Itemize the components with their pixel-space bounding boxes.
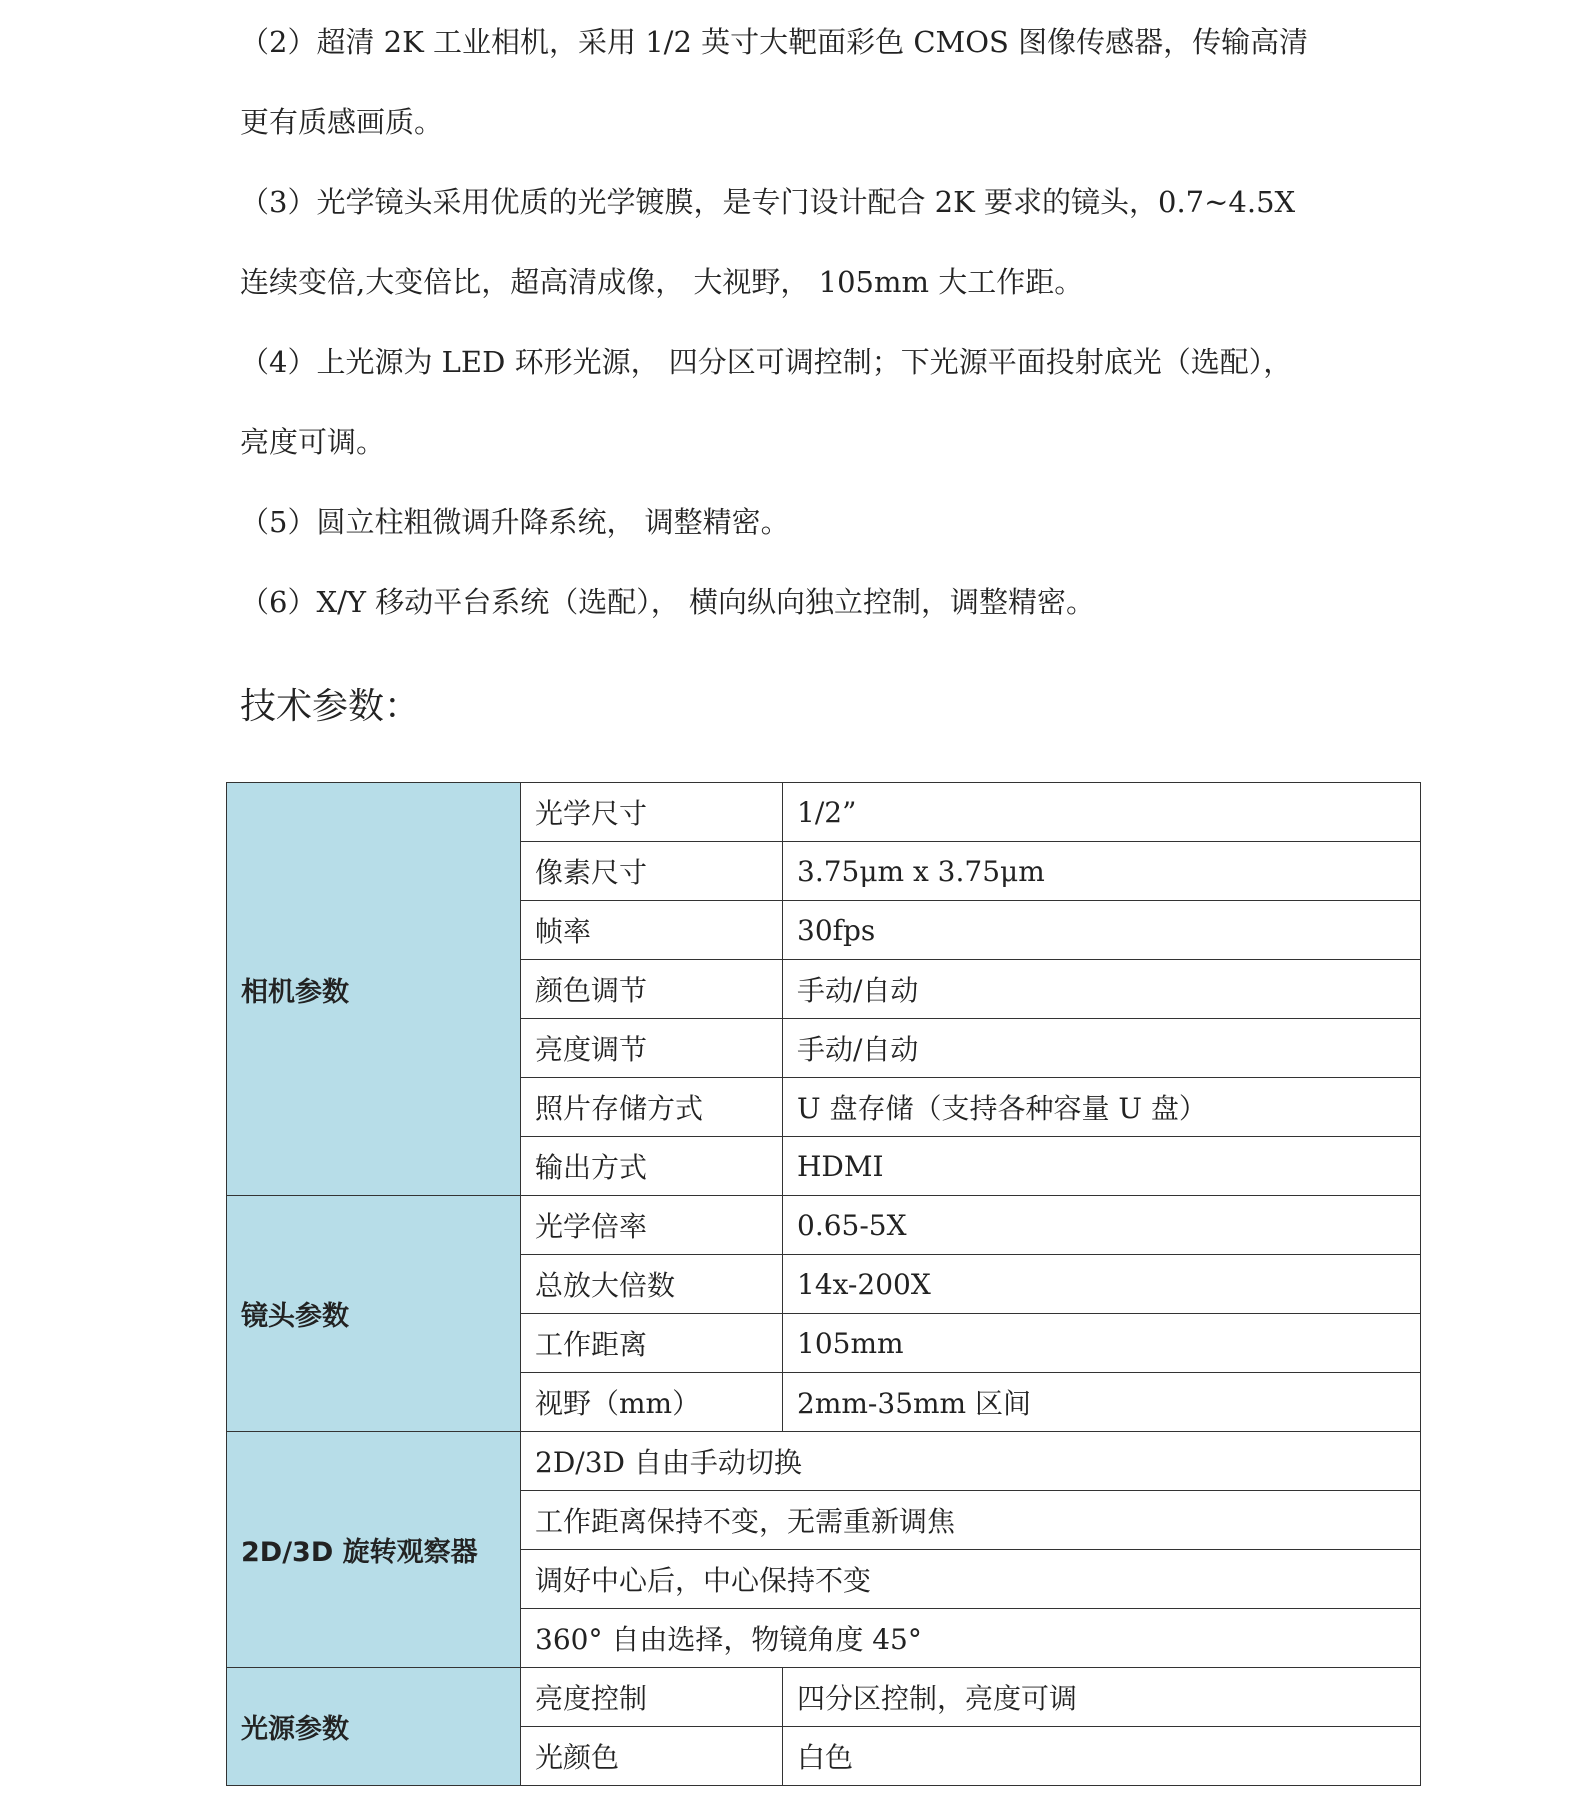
paragraph-3-line-2: 连续变倍,大变倍比，超高清成像， 大视野， 105mm 大工作距。: [240, 265, 1084, 299]
param-value: 手动/自动: [783, 1019, 1421, 1078]
param-label: 颜色调节: [521, 960, 783, 1019]
param-label: 像素尺寸: [521, 842, 783, 901]
param-value: 2mm-35mm 区间: [783, 1373, 1421, 1432]
paragraph-2-line-1: （2）超清 2K 工业相机，采用 1/2 英寸大靶面彩色 CMOS 图像传感器，传输高清: [240, 25, 1309, 59]
param-label: 光学尺寸: [521, 783, 783, 842]
feature-text: 360° 自由选择，物镜角度 45°: [521, 1609, 1421, 1668]
param-value: 白色: [783, 1727, 1421, 1786]
param-value: 四分区控制，亮度可调: [783, 1668, 1421, 1727]
param-label: 输出方式: [521, 1137, 783, 1196]
param-value: U 盘存储（支持各种容量 U 盘）: [783, 1078, 1421, 1137]
param-label: 工作距离: [521, 1314, 783, 1373]
feature-text: 2D/3D 自由手动切换: [521, 1432, 1421, 1491]
param-value: 105mm: [783, 1314, 1421, 1373]
paragraph-3-line-1: （3）光学镜头采用优质的光学镀膜，是专门设计配合 2K 要求的镜头，0.7~4.5X: [240, 185, 1296, 219]
table-row: [227, 1668, 1421, 1727]
spec-table: [226, 782, 1421, 1786]
param-label: 光颜色: [521, 1727, 783, 1786]
param-value: 0.65-5X: [783, 1196, 1421, 1255]
table-row: [227, 1432, 1421, 1491]
category-light: 光源参数: [227, 1668, 521, 1786]
paragraph-6: （6）X/Y 移动平台系统（选配）， 横向纵向独立控制，调整精密。: [240, 585, 1095, 619]
paragraph-4-line-2: 亮度可调。: [240, 425, 386, 459]
param-label: 亮度控制: [521, 1668, 783, 1727]
param-value: 30fps: [783, 901, 1421, 960]
table-row: [227, 1196, 1421, 1255]
feature-text: 工作距离保持不变，无需重新调焦: [521, 1491, 1421, 1550]
param-value: 1/2”: [783, 783, 1421, 842]
category-rotator: 2D/3D 旋转观察器: [227, 1432, 521, 1668]
param-value: 3.75μm x 3.75μm: [783, 842, 1421, 901]
category-camera: 相机参数: [227, 783, 521, 1196]
param-value: 14x-200X: [783, 1255, 1421, 1314]
param-label: 照片存储方式: [521, 1078, 783, 1137]
category-lens: 镜头参数: [227, 1196, 521, 1432]
section-heading: 技术参数：: [240, 686, 421, 727]
paragraph-4-line-1: （4）上光源为 LED 环形光源， 四分区可调控制；下光源平面投射底光（选配），: [240, 345, 1293, 379]
paragraph-5: （5）圆立柱粗微调升降系统， 调整精密。: [240, 505, 790, 539]
param-label: 光学倍率: [521, 1196, 783, 1255]
param-value: 手动/自动: [783, 960, 1421, 1019]
param-label: 视野（mm）: [521, 1373, 783, 1432]
feature-text: 调好中心后，中心保持不变: [521, 1550, 1421, 1609]
table-row: [227, 783, 1421, 842]
param-label: 帧率: [521, 901, 783, 960]
param-label: 总放大倍数: [521, 1255, 783, 1314]
paragraph-2-line-2: 更有质感画质。: [240, 105, 444, 139]
param-value: HDMI: [783, 1137, 1421, 1196]
param-label: 亮度调节: [521, 1019, 783, 1078]
